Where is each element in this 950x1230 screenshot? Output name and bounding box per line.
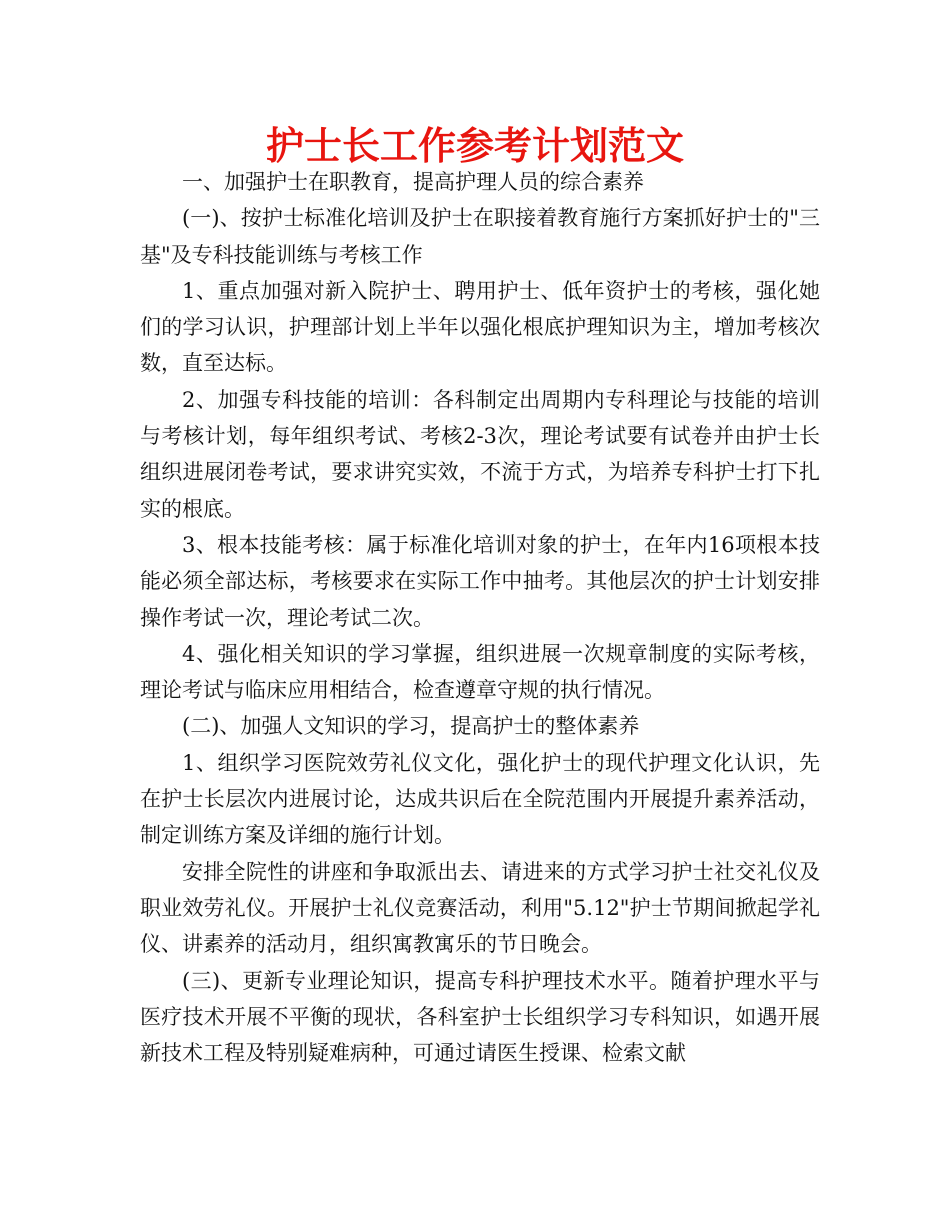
subsection-heading-1: (一)、按护士标准化培训及护士在职接着教育施行方案抓好护士的"三基"及专科技能训练与考核工作: [140, 206, 820, 267]
subsection-heading-2: (二)、加强人文知识的学习，提高护士的整体素养: [182, 714, 640, 739]
paragraph-item-4: 4、强化相关知识的学习掌握，组织进展一次规章制度的实际考核，理论考试与临床应用相结合，检查遵章守规的执行情况。: [140, 641, 820, 703]
paragraph-item-6: 安排全院性的讲座和争取派出去、请进来的方式学习护士社交礼仪及职业效劳礼仪。开展护士礼仪竞赛活动，利用"5.12"护士节期间掀起学礼仪、讲素养的活动月，组织寓教寓乐的节日晚会。: [140, 859, 820, 957]
section-heading-1: 一、加强护士在职教育，提高护理人员的综合素养: [182, 170, 644, 194]
paragraph-item-1: 1、重点加强对新入院护士、聘用护士、低年资护士的考核，强化她们的学习认识，护理部计划上半年以强化根底护理知识为主，增加考核次数，直至达标。: [140, 278, 820, 376]
document-body: [140, 164, 820, 1071]
paragraph-item-5: 1、组织学习医院效劳礼仪文化，强化护士的现代护理文化认识，先在护士长层次内进展讨论，达成共识后在全院范围内开展提升素养活动，制定训练方案及详细的施行计划。: [140, 750, 820, 848]
paragraph-item-3: 3、根本技能考核：属于标准化培训对象的护士，在年内16项根本技能必须全部达标，考核要求在实际工作中抽考。其他层次的护士计划安排操作考试一次，理论考试二次。: [140, 532, 820, 630]
paragraph-item-2: 2、加强专科技能的培训：各科制定出周期内专科理论与技能的培训与考核计划，每年组织考试、考核2-3次，理论考试要有试卷并由护士长组织进展闭卷考试，要求讲究实效，不流于方式，为培养专科护士打下扎实的根底。: [140, 387, 820, 521]
subsection-heading-3: (三)、更新专业理论知识，提高专科护理技术水平。随着护理水平与医疗技术开展不平衡的现状，各科室护士长组织学习专科知识，如遇开展新技术工程及特别疑难病种，可通过请医生授课、检索文献: [140, 968, 820, 1066]
document-title: 护士长工作参考计划范文: [265, 124, 684, 168]
